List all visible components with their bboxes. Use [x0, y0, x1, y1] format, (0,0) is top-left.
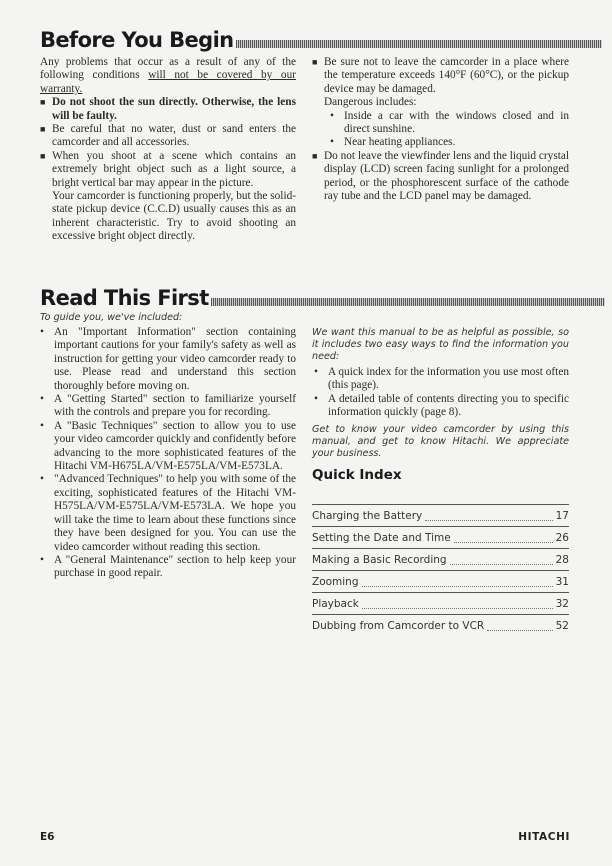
bullet-dot-icon: • [330, 136, 334, 149]
read-this-first-heading [40, 286, 605, 310]
quick-index-row[interactable]: Playback 32 [312, 592, 569, 615]
list-item: • A "Getting Started" section to familiarize yourself with the controls and prepare you for recording. [40, 393, 296, 419]
list-item: • A "General Maintenance" section to help keep your purchase in good repair. [40, 553, 296, 580]
dot-leader [425, 512, 552, 521]
quick-index-row[interactable]: Making a Basic Recording 28 [312, 548, 569, 571]
dot-leader [362, 578, 553, 587]
section-rule [236, 40, 602, 48]
square-bullet-icon: ■ [40, 150, 46, 161]
dangerous-label: Dangerous includes: [324, 96, 417, 109]
quick-index-row[interactable]: Dubbing from Camcorder to VCR 52 [312, 614, 569, 637]
bullet-dot-icon: • [314, 392, 318, 405]
list-item: • A quick index for the information you use most often (this page). [314, 366, 569, 392]
bullet-dot-icon: • [40, 393, 44, 406]
brand-logo: HITACHI [518, 831, 570, 843]
before-right-column [312, 56, 569, 203]
section-rule [211, 298, 605, 306]
quick-index-row[interactable]: Charging the Battery 17 [312, 504, 569, 527]
before-you-begin-heading [40, 28, 602, 52]
section-title: Before You Begin [40, 28, 234, 52]
manual-intro: We want this manual to be as helpful as possible, so it includes two easy ways to find the information you need: [312, 327, 569, 362]
read-right-column [312, 327, 569, 482]
manual-outro: Get to know your video camcorder by using this manual, and get to know Hitachi. We appreciate your business. [312, 423, 569, 459]
bullet-item: ■ When you shoot at a scene which contains an extremely bright object such as a light source, a bright vertical bar may appear in the picture. [40, 149, 296, 189]
dot-leader [450, 556, 553, 565]
square-bullet-icon: ■ [312, 57, 318, 67]
bullet-dot-icon: • [40, 553, 44, 566]
intro-text: Any problems that occur as a result of any of the following conditions [40, 56, 296, 82]
quick-index-row[interactable]: Zooming 31 [312, 570, 569, 593]
list-item: • Near heating appliances. [330, 136, 456, 149]
bullet-dot-icon: • [40, 419, 44, 432]
square-bullet-icon: ■ [312, 150, 318, 161]
page-number: E6 [40, 831, 55, 843]
dangerous-list [312, 110, 569, 150]
quick-index-title: Quick Index [312, 466, 402, 483]
dot-leader [362, 600, 553, 609]
bullet-item: ■ Do not leave the viewfinder lens and the liquid crystal display (LCD) screen facing sunlight for a prolonged period, or the phosphorescent surface of the cathode ray tube and the LCD panel may be damaged. [312, 149, 570, 203]
dot-leader [487, 622, 552, 631]
section-title: Read This First [40, 286, 209, 310]
bullet-item: ■ Be sure not to leave the camcorder in a place where the temperature exceeds 140°F (60°C), or the pickup device may be damaged. [312, 56, 569, 95]
bullet-dot-icon: • [330, 109, 334, 122]
list-item: • An "Important Information" section containing important cautions for your family's safety as well as instruction for getting your video camcorder ready to use. Please read and understand this section thoroughly before moving on. [40, 326, 296, 392]
bullet-dot-icon: • [40, 473, 44, 486]
before-left-column [40, 56, 296, 244]
warranty-intro [40, 56, 296, 96]
bullet-dot-icon: • [314, 366, 318, 378]
warranty-note: will not be covered by our warranty. [40, 69, 296, 95]
bullet-dot-icon: • [40, 326, 44, 338]
quick-index-row[interactable]: Setting the Date and Time 26 [312, 526, 569, 549]
read-left-column [40, 312, 296, 581]
list-item: • "Advanced Techniques" to help you with some of the exciting, sophisticated features of the Hitachi VM-H575LA/VM-E575LA/VM-E573LA. We hope you will take the time to learn about these functions since they have been designed for you. You can use the video camcorder without reading this section. [40, 473, 296, 553]
bullet-item: ■ Do not shoot the sun directly. Otherwise, the lens will be faulty. [40, 96, 296, 122]
guide-intro: To guide you, we've included: [40, 312, 183, 323]
square-bullet-icon: ■ [40, 124, 46, 135]
bullet-continuation: Your camcorder is functioning properly, but the solid-state pickup device (C.C.D) usually causes this as an inherent characteristic. Try to avoid shooting an excessive bright object directly. [52, 190, 296, 243]
list-item: • A "Basic Techniques" section to allow you to use your video camcorder quickly and confidently before advancing to the more sophisticated features of the Hitachi VM-H675LA/VM-E575LA/VM-E573LA. [40, 419, 296, 473]
list-item: • Inside a car with the windows closed and in direct sunshine. [330, 109, 569, 136]
list-item: • A detailed table of contents directing you to specific information quickly (page 8). [314, 392, 569, 419]
dot-leader [454, 534, 553, 543]
bullet-item: ■ Be careful that no water, dust or sand enters the camcorder and all accessories. [40, 123, 296, 149]
square-bullet-icon: ■ [40, 97, 46, 108]
